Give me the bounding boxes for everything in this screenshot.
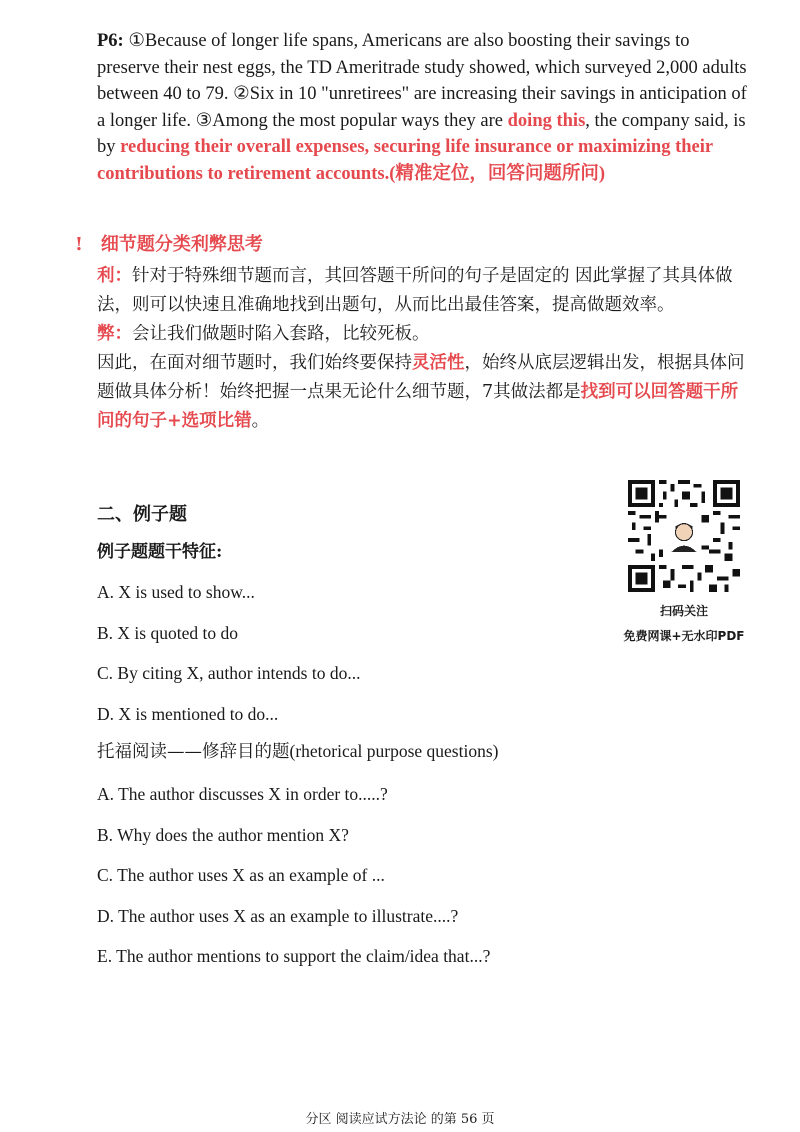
list-item: C. By citing X, author intends to do... xyxy=(97,663,361,683)
highlight-phrase: doing this xyxy=(507,110,586,131)
passage-text: ①Because of longer life spans, Americans are also boosting their savings to preserve their nest eggs, the TD Ameritrade study showed, which surveyed 2,000 adults between 40 to 79. ②Six in 10 "unretirees" are increasing their savings in anticipation of a longer life. ③Among the most popular ways they are xyxy=(97,31,747,131)
qr-caption-offer: 免费网课+无水印PDF xyxy=(623,629,745,643)
highlight-answer: reducing their overall expenses, securing life insurance or maximizing their contributions to retirement accounts. xyxy=(97,137,713,184)
toefl-heading-cn: 托福阅读——修辞目的题 xyxy=(97,742,290,762)
qr-caption-follow: 扫码关注 xyxy=(659,604,708,618)
conclusion-text: 。 xyxy=(251,411,270,431)
cons-text: 会让我们做题时陷入套路，比较死板。 xyxy=(132,324,430,344)
example-stem-list xyxy=(97,581,360,743)
qr-block xyxy=(610,480,758,644)
list-item: B. X is quoted to do xyxy=(97,622,238,643)
page-footer: 分区 阅读应试方法论 的第 56 页 xyxy=(305,1112,495,1127)
conclusion-text: ，始终从底层逻辑出发，根据具体问题做具体分析！始终把握一点果无论什么细节题，7其做法都是 xyxy=(97,353,745,402)
cons-label: 弊： xyxy=(97,324,132,344)
conclusion-paragraph xyxy=(97,349,747,436)
warning-mark-icon: ! xyxy=(75,234,83,255)
pros-paragraph xyxy=(97,262,747,320)
list-item: D. X is mentioned to do... xyxy=(97,703,279,724)
pros-label: 利： xyxy=(97,266,132,286)
rhetorical-question-list xyxy=(97,783,490,986)
list-item: D. The author uses X as an example to illustrate....? xyxy=(97,905,459,926)
toefl-heading-en: (rhetorical purpose questions) xyxy=(289,741,499,761)
passage-p6 xyxy=(97,28,747,187)
list-item: E. The author mentions to support the claim/idea that...? xyxy=(97,946,491,966)
list-item: C. The author uses X as an example of ... xyxy=(97,865,385,885)
pros-cons-block xyxy=(97,262,747,436)
qr-code-icon[interactable] xyxy=(628,480,740,592)
passage-text: , the company said, is by xyxy=(97,110,746,157)
paragraph-label: P6: xyxy=(97,31,124,51)
list-item: B. Why does the author mention X? xyxy=(97,824,349,845)
annotation-note: (精准定位，回答问题所问) xyxy=(389,163,606,184)
examples-heading: 二、例子题 xyxy=(97,504,187,525)
section-heading xyxy=(75,230,263,256)
highlight-method: 找到可以回答题干所问的句子+选项比错 xyxy=(97,382,739,431)
conclusion-text: 因此，在面对细节题时，我们始终要保持 xyxy=(97,353,412,373)
highlight-flexibility: 灵活性 xyxy=(412,353,465,373)
toefl-heading xyxy=(97,738,498,763)
examples-subheading: 例子题题干特征: xyxy=(97,542,223,562)
cons-paragraph xyxy=(97,320,747,349)
list-item: A. The author discusses X in order to.....? xyxy=(97,784,388,804)
section-title: 细节题分类利弊思考 xyxy=(100,234,263,255)
list-item: A. X is used to show... xyxy=(97,582,255,602)
pros-text: 针对于特殊细节题而言，其回答题干所问的句子是固定的 因此掌握了其具体做法，则可以快速且准确地找到出题句，从而比出最佳答案，提高做题效率。 xyxy=(97,266,733,315)
